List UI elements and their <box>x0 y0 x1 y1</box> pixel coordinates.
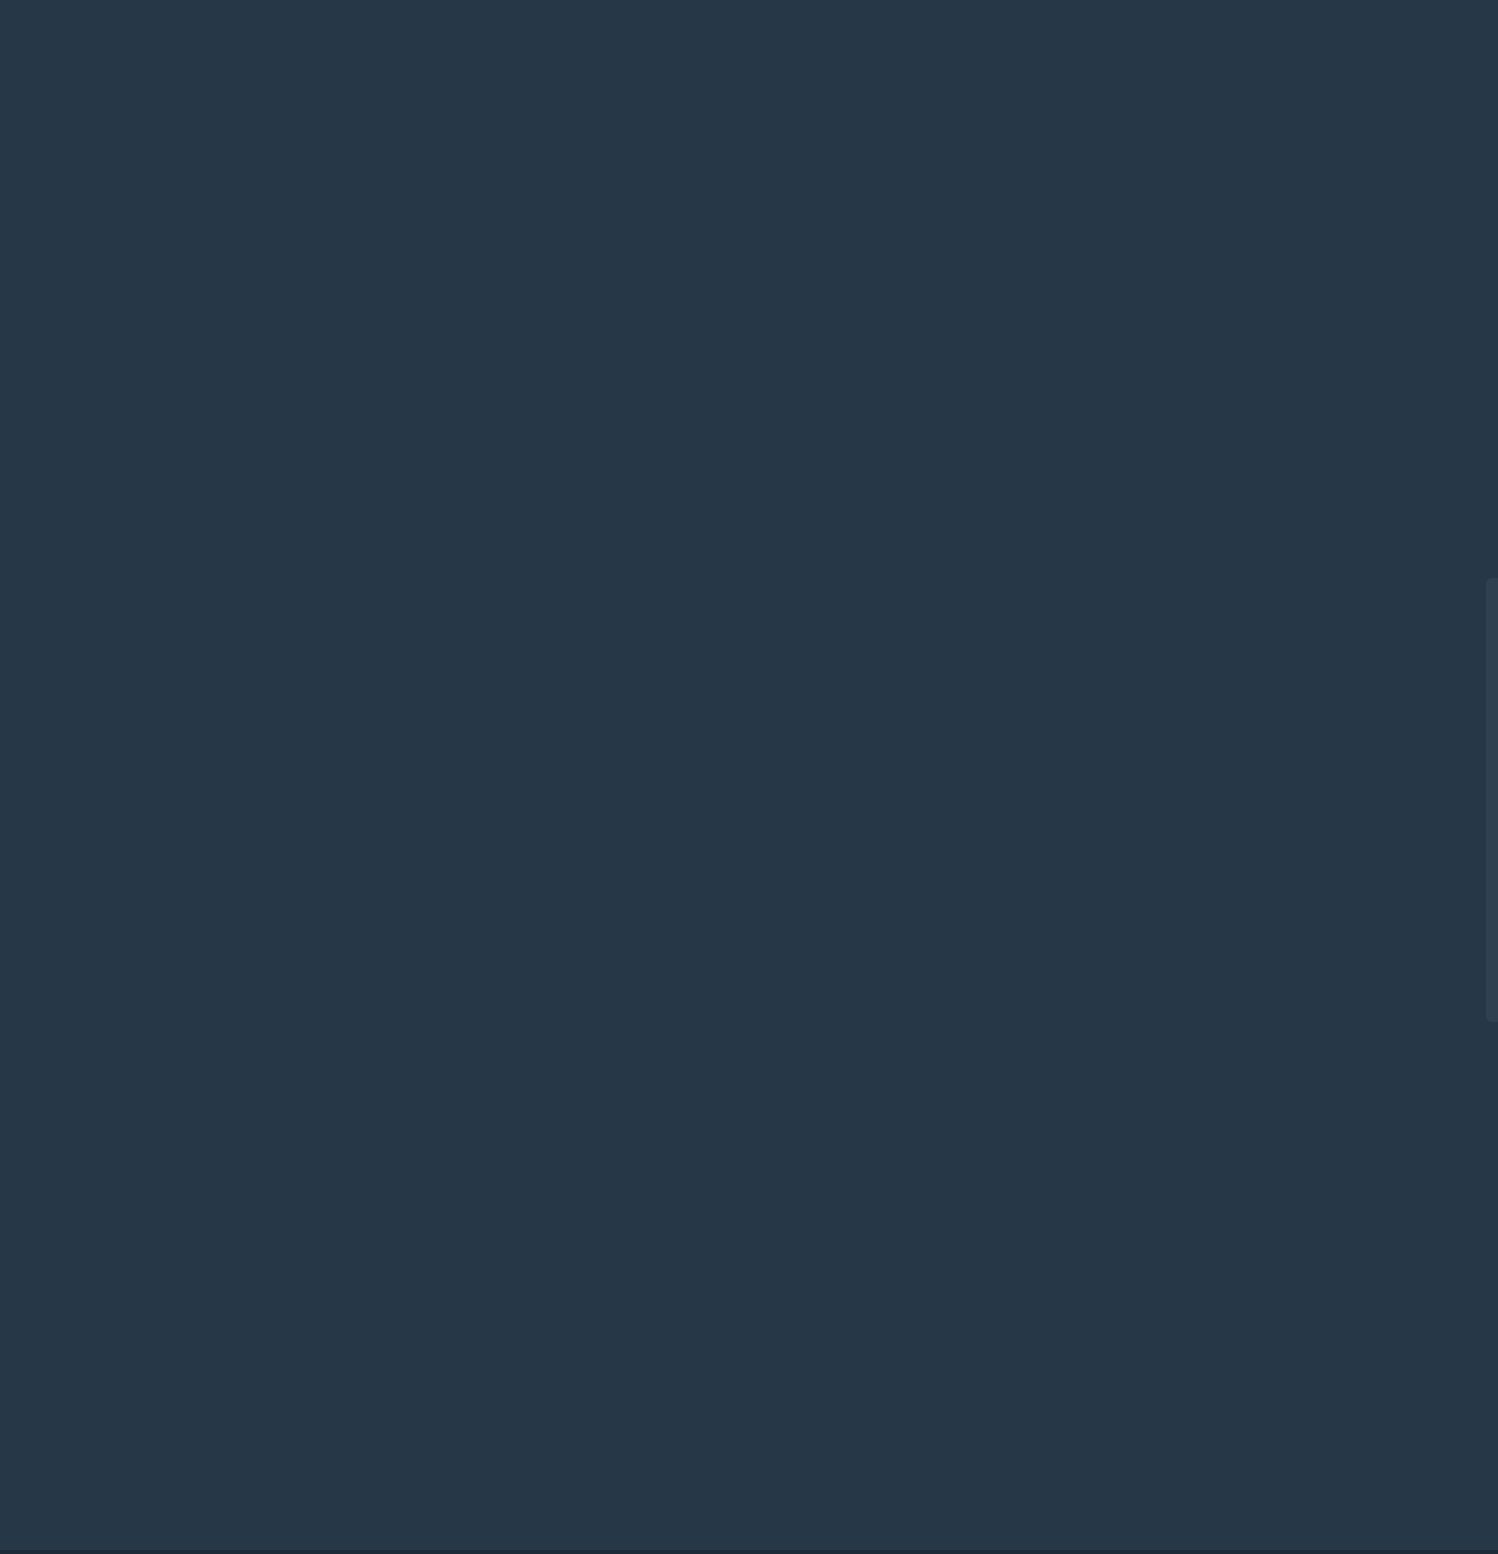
bottom-divider <box>0 1550 1498 1554</box>
scrollbar-thumb[interactable] <box>1486 578 1498 1022</box>
